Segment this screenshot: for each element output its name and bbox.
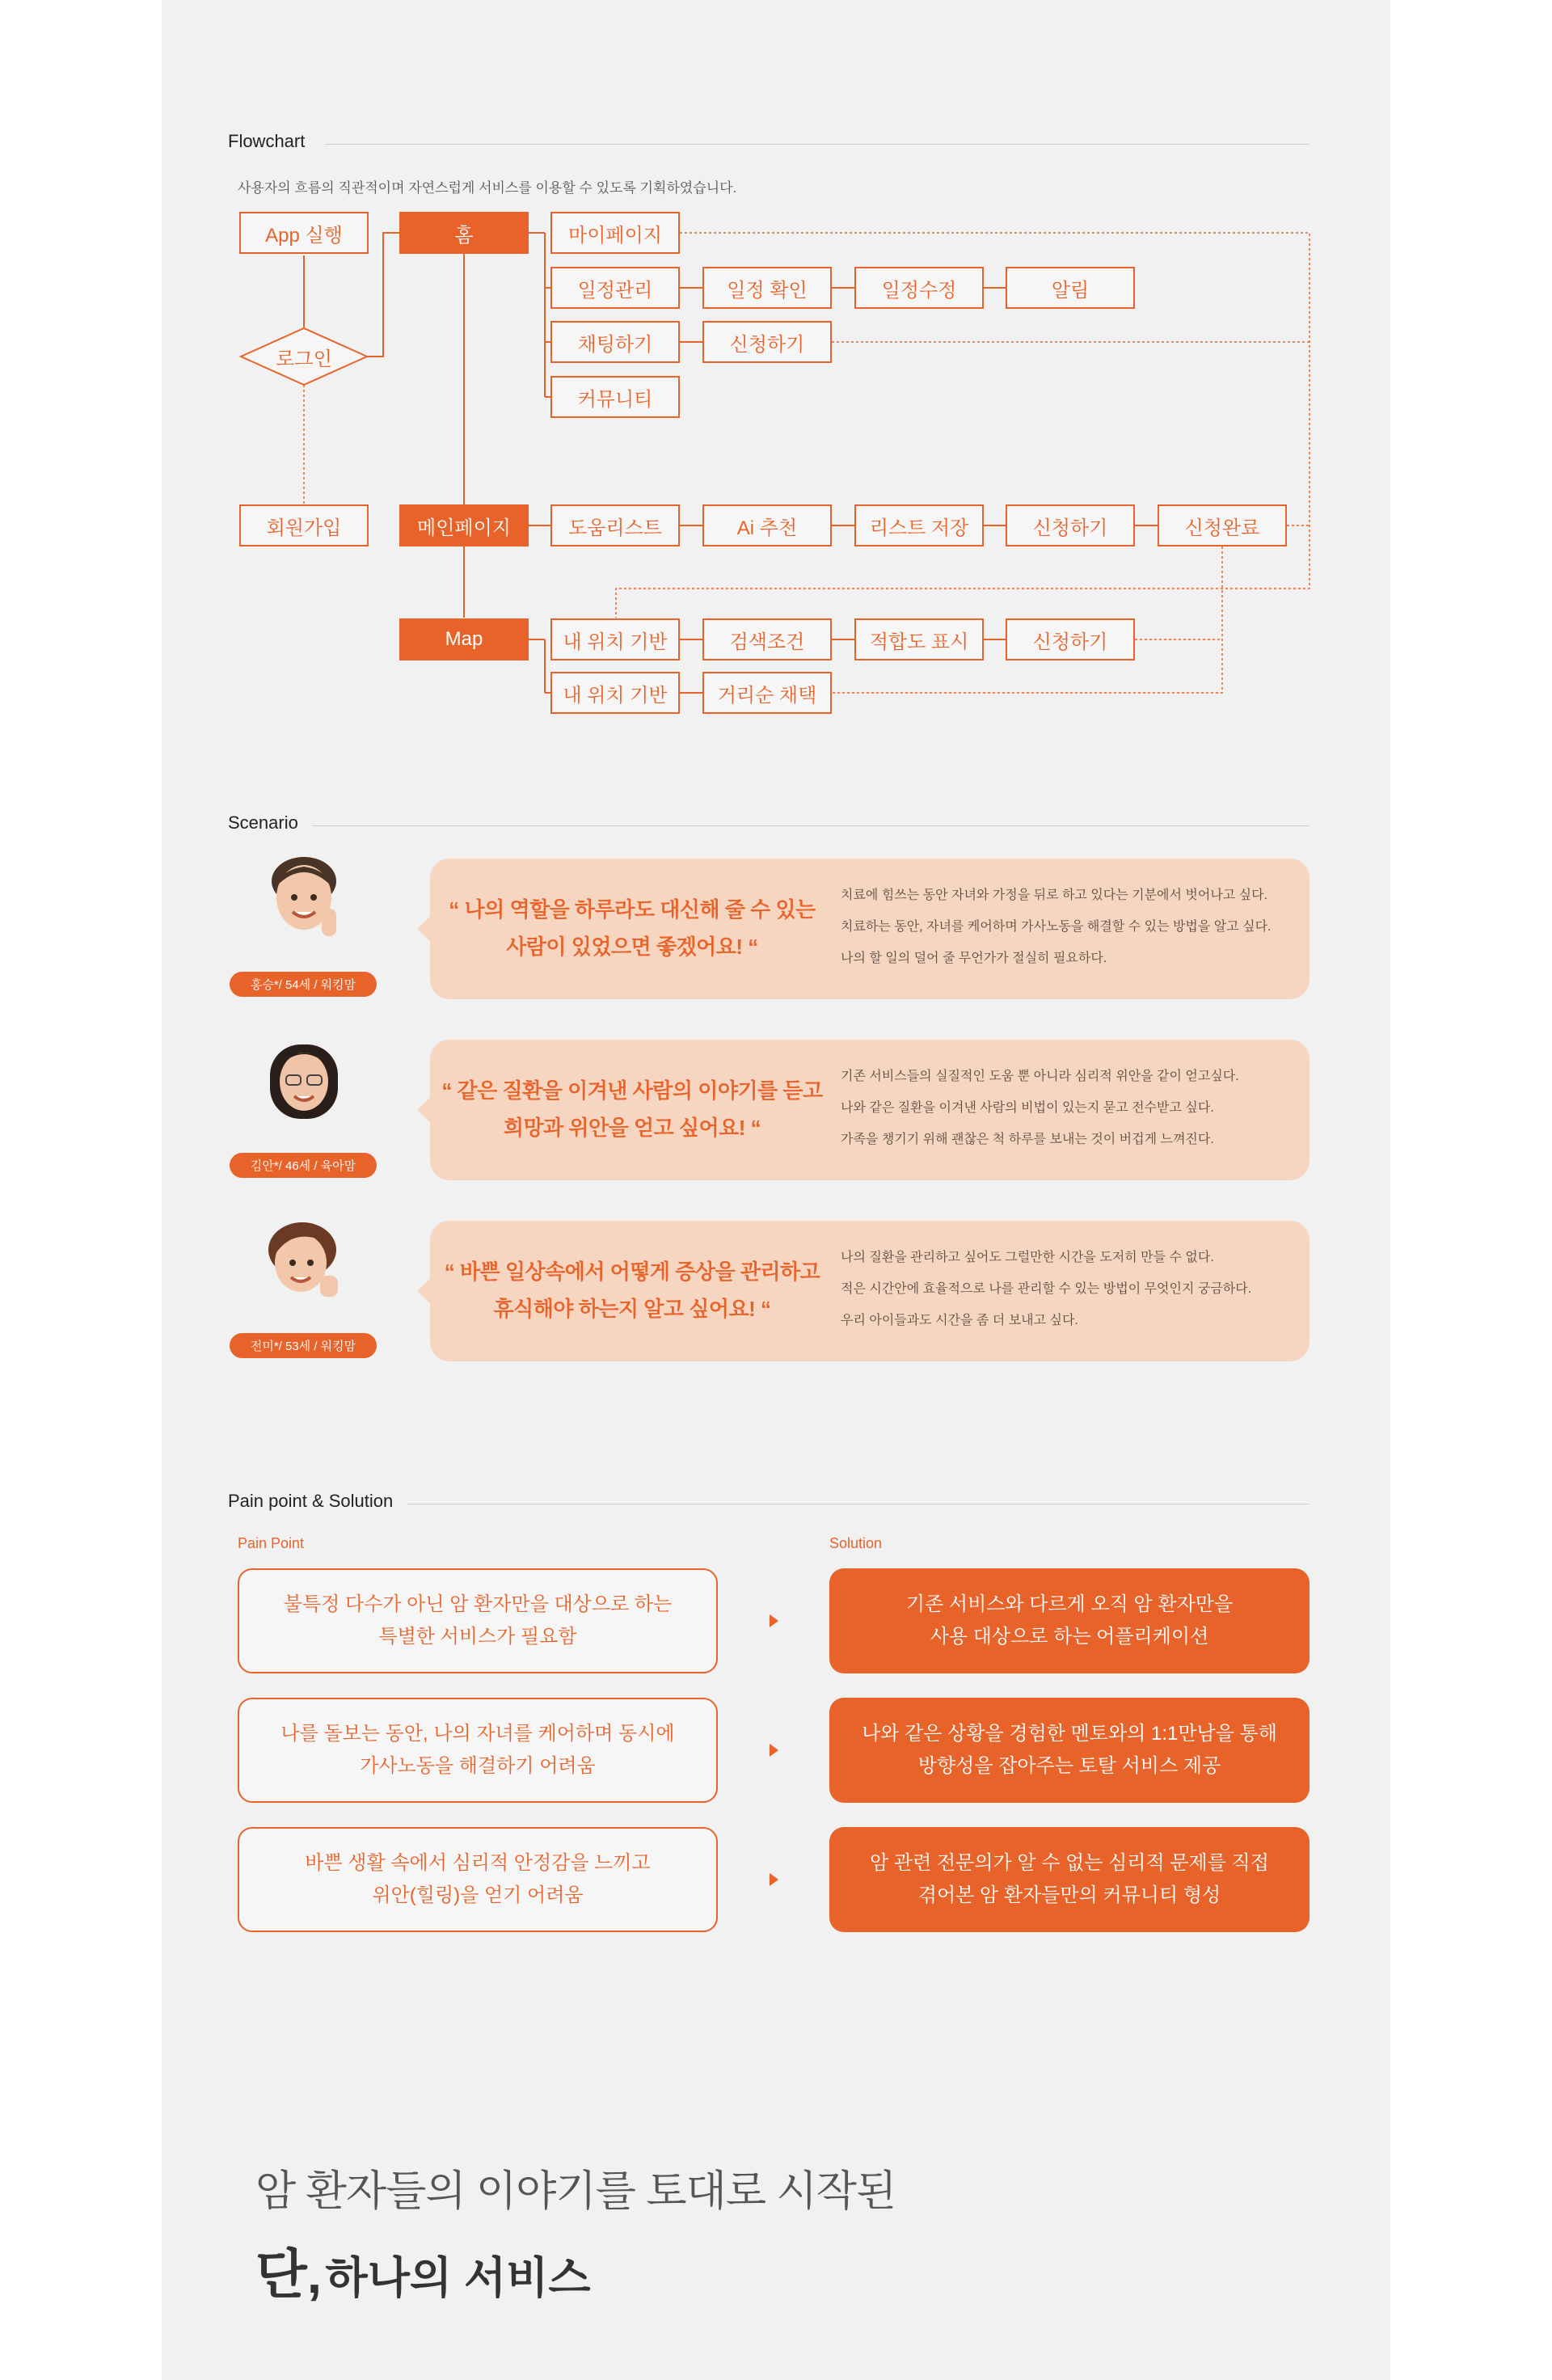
closing-tagline-emphasis: 단, [255, 2244, 323, 2304]
solution-box-2 [829, 1698, 1310, 1803]
solution-line: 나와 같은 상황을 경험한 멘토와의 1:1만남을 통해 [862, 1723, 1277, 1745]
closing-tagline [255, 2231, 591, 2308]
detail-line: 나의 할 일의 덜어 줄 무언가가 절실히 필요하다. [841, 952, 1107, 965]
arrow-right-icon [770, 1744, 778, 1757]
detail-line: 적은 시간안에 효율적으로 나를 관리할 수 있는 방법이 무엇인지 궁금하다. [841, 1282, 1252, 1296]
node-app-launch: App 실행 [239, 212, 369, 254]
node-fit-display: 적합도 표시 [854, 618, 984, 660]
scenario-title: Scenario [228, 812, 298, 833]
quote-line: “ 나의 역할을 하루라도 대신해 줄 수 있는 [449, 897, 816, 922]
persona-avatar-2-icon [262, 1033, 346, 1122]
node-login: 로그인 [276, 348, 332, 370]
node-list-save: 리스트 저장 [854, 504, 984, 546]
pain-line: 불특정 다수가 아닌 암 환자만을 대상으로 하는 [283, 1593, 673, 1615]
solution-box-1 [829, 1568, 1310, 1673]
pain-box-3 [238, 1827, 718, 1932]
closing-tagline-rest: 하나의 서비스 [325, 2254, 591, 2302]
quote-line: 사람이 있었으면 좋겠어요! “ [506, 935, 758, 959]
node-helper-list: 도움리스트 [550, 504, 680, 546]
persona-avatar-1-icon [262, 850, 346, 939]
solution-label: Solution [829, 1535, 883, 1551]
pain-solution-title: Pain point & Solution [228, 1491, 394, 1511]
pain-box-1 [238, 1568, 718, 1673]
solution-line: 방향성을 잡아주는 토탈 서비스 제공 [917, 1755, 1221, 1777]
detail-line: 치료하는 동안, 자녀를 케어하며 가사노동을 해결할 수 있는 방법을 알고 싶다. [841, 920, 1272, 934]
closing-headline: 암 환자들의 이야기를 토대로 시작된 [255, 2168, 896, 2215]
node-search-condition: 검색조건 [702, 618, 832, 660]
detail-line: 가족을 챙기기 위해 괜찮은 척 하루를 보내는 것이 버겁게 느껴진다. [841, 1133, 1214, 1146]
persona-avatar-3-icon [262, 1214, 346, 1303]
scenario-details-1 [841, 880, 1301, 974]
solution-line: 겪어본 암 환자들만의 커뮤니티 형성 [917, 1884, 1221, 1906]
detail-line: 기존 서비스들의 실질적인 도움 뿐 아니라 심리적 위안을 같이 얻고싶다. [841, 1070, 1239, 1083]
pain-line: 나를 돌보는 동안, 나의 자녀를 케어하며 동시에 [280, 1723, 675, 1745]
node-map: Map [399, 618, 529, 660]
scenario-quote-1 [430, 891, 834, 965]
node-schedule-manage: 일정관리 [550, 267, 680, 309]
detail-line: 나의 질환을 관리하고 싶어도 그럴만한 시간을 도저히 만들 수 없다. [841, 1251, 1214, 1264]
persona-badge-1: 홍승*/ 54세 / 워킹맘 [230, 972, 377, 997]
scenario-bubble-1 [430, 859, 1310, 999]
node-main-page: 메인페이지 [399, 504, 529, 546]
node-mypage: 마이페이지 [550, 212, 680, 254]
scenario-details-3 [841, 1242, 1301, 1336]
pain-point-label: Pain Point [238, 1535, 305, 1551]
arrow-right-icon [770, 1873, 778, 1886]
solution-line: 사용 대상으로 하는 어플리케이션 [930, 1626, 1209, 1648]
pain-line: 특별한 서비스가 필요함 [378, 1626, 577, 1648]
scenario-details-2 [841, 1061, 1301, 1155]
node-main-apply: 신청하기 [1006, 504, 1135, 546]
node-my-location-1: 내 위치 기반 [550, 618, 680, 660]
persona-badge-3: 전미*/ 53세 / 워킹맘 [230, 1333, 377, 1358]
scenario-bubble-2 [430, 1040, 1310, 1180]
node-ai-recommend: Ai 추천 [702, 504, 832, 546]
node-community: 커뮤니티 [550, 376, 680, 418]
node-apply-done: 신청완료 [1158, 504, 1287, 546]
pain-line: 가사노동을 해결하기 어려움 [360, 1755, 596, 1777]
pain-box-2 [238, 1698, 718, 1803]
scenario-quote-3 [430, 1253, 834, 1327]
pain-line: 위안(힐링)을 얻기 어려움 [372, 1884, 584, 1906]
scenario-quote-2 [430, 1072, 834, 1146]
node-chatting: 채팅하기 [550, 321, 680, 363]
quote-line: “ 같은 질환을 이겨낸 사람의 이야기를 듣고 [441, 1078, 823, 1103]
arrow-right-icon [770, 1614, 778, 1627]
detail-line: 나와 같은 질환을 이겨낸 사람의 비법이 있는지 묻고 전수받고 싶다. [841, 1101, 1214, 1115]
quote-line: 희망과 위안을 얻고 싶어요! “ [503, 1116, 761, 1140]
node-chat-apply: 신청하기 [702, 321, 832, 363]
node-home: 홈 [399, 212, 529, 254]
persona-badge-2: 김안*/ 46세 / 육아맘 [230, 1153, 377, 1178]
flowchart-title: Flowchart [228, 131, 306, 151]
scenario-bubble-3 [430, 1221, 1310, 1361]
scenario-divider [312, 825, 1310, 826]
node-schedule-check: 일정 확인 [702, 267, 832, 309]
detail-line: 치료에 힘쓰는 동안 자녀와 가정을 뒤로 하고 있다는 기분에서 벗어나고 싶다. [841, 888, 1268, 902]
node-distance-select: 거리순 채택 [702, 672, 832, 714]
pain-line: 바쁜 생활 속에서 심리적 안정감을 느끼고 [305, 1852, 651, 1874]
quote-line: 휴식해야 하는지 알고 싶어요! “ [493, 1297, 771, 1321]
node-signup: 회원가입 [239, 504, 369, 546]
node-alarm: 알림 [1006, 267, 1135, 309]
solution-line: 암 관련 전문의가 알 수 없는 심리적 문제를 직접 [870, 1852, 1269, 1874]
solution-box-3 [829, 1827, 1310, 1932]
quote-line: “ 바쁜 일상속에서 어떻게 증상을 관리하고 [444, 1260, 820, 1284]
node-map-apply: 신청하기 [1006, 618, 1135, 660]
node-my-location-2: 내 위치 기반 [550, 672, 680, 714]
flowchart-description: 사용자의 흐름의 직관적이며 자연스럽게 서비스를 이용할 수 있도록 기획하였습니다. [238, 180, 737, 196]
solution-line: 기존 서비스와 다르게 오직 암 환자만을 [905, 1593, 1234, 1615]
node-schedule-edit: 일정수정 [854, 267, 984, 309]
detail-line: 우리 아이들과도 시간을 좀 더 보내고 싶다. [841, 1314, 1078, 1327]
